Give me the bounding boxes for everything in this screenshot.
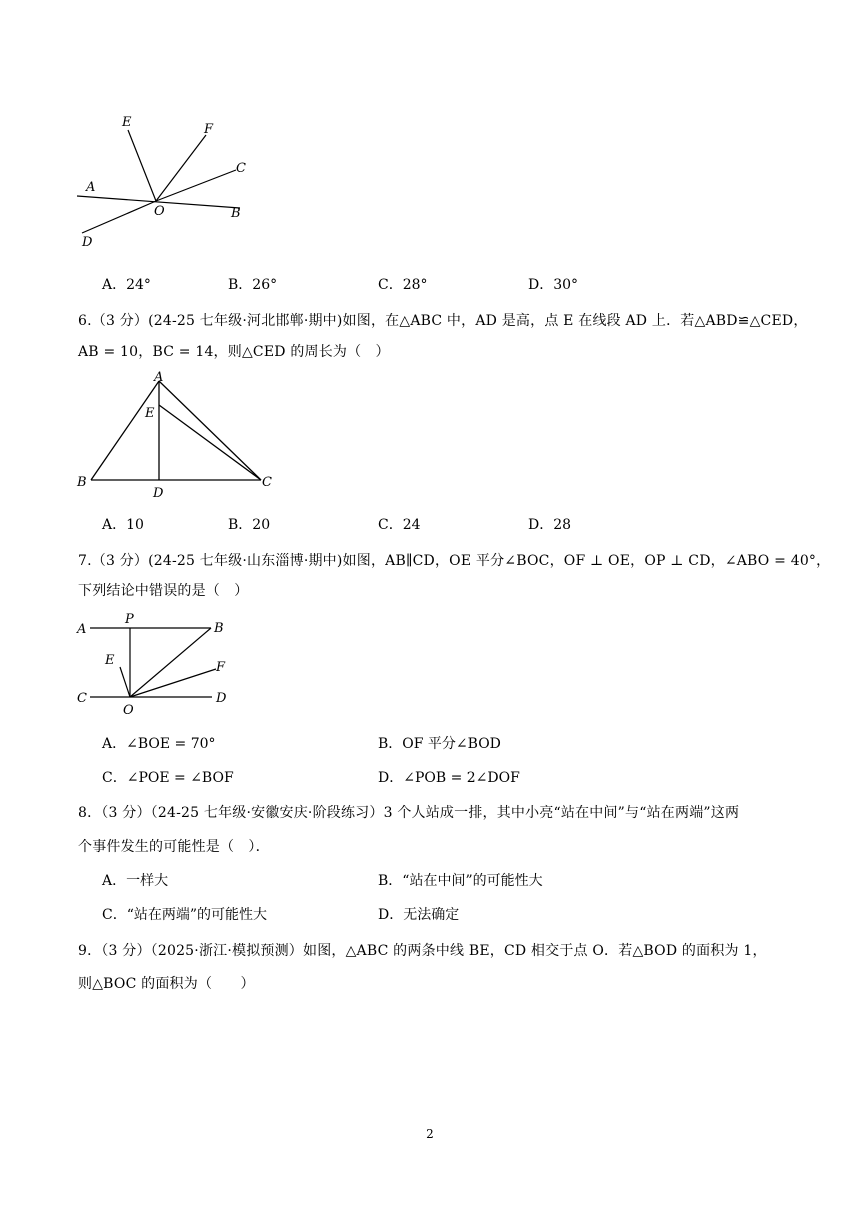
q7-option-b: B．OF 平分∠BOD bbox=[378, 736, 501, 752]
q8-option-c: C．“站在两端”的可能性大 bbox=[102, 907, 268, 923]
q6-option-a: A．10 bbox=[102, 517, 144, 533]
label-A: A bbox=[77, 622, 87, 637]
triangle-figure-q6 bbox=[74, 366, 284, 500]
q6-option-d: D．28 bbox=[528, 517, 572, 533]
q7-stem-line1: 7.（3 分）(24-25 七年级·山东淄博·期中)如图，AB∥CD，OE 平分∠BOC，OF ⊥ OE，OP ⊥ CD，∠ABO = 40°， bbox=[78, 553, 831, 569]
label-E: E bbox=[122, 115, 132, 130]
page-number: 2 bbox=[426, 1127, 434, 1141]
label-D: D bbox=[153, 486, 164, 500]
q6-stem-line2: AB = 10，BC = 14，则△CED 的周长为（ ） bbox=[78, 344, 390, 360]
angle-figure-q5 bbox=[70, 108, 255, 250]
label-D: D bbox=[82, 235, 93, 250]
q5-option-d: D．30° bbox=[528, 277, 579, 293]
label-C: C bbox=[77, 691, 87, 706]
label-C: C bbox=[262, 475, 272, 490]
label-F: F bbox=[204, 122, 214, 137]
label-B: B bbox=[77, 475, 87, 490]
label-O: O bbox=[154, 204, 165, 219]
q6-option-c: C．24 bbox=[378, 517, 421, 533]
q7-option-c: C．∠POE = ∠BOF bbox=[102, 770, 234, 786]
label-D: D bbox=[216, 691, 227, 706]
q9-stem-line2: 则△BOC 的面积为（ ） bbox=[78, 976, 255, 992]
q8-stem-line1: 8．（3 分）（24-25 七年级·安徽安庆·阶段练习）3 个人站成一排，其中小亮“站在中间”与“站在两端”这两 bbox=[78, 805, 740, 821]
parallel-lines-figure-q7 bbox=[74, 608, 244, 720]
label-P: P bbox=[125, 612, 134, 627]
q7-option-a: A．∠BOE = 70° bbox=[102, 736, 216, 752]
label-A: A bbox=[154, 370, 164, 385]
q7-stem-line2: 下列结论中错误的是（ ） bbox=[78, 583, 249, 599]
q5-option-b: B．26° bbox=[228, 277, 278, 293]
label-O: O bbox=[123, 703, 134, 718]
label-A: A bbox=[86, 180, 96, 195]
label-E: E bbox=[145, 406, 155, 421]
label-B: B bbox=[231, 206, 241, 221]
q5-option-c: C．28° bbox=[378, 277, 428, 293]
label-C: C bbox=[236, 161, 246, 176]
q8-option-b: B．“站在中间”的可能性大 bbox=[378, 873, 543, 889]
q5-option-a: A．24° bbox=[102, 277, 151, 293]
q8-option-d: D．无法确定 bbox=[378, 907, 460, 923]
q8-stem-line2: 个事件发生的可能性是（ ）． bbox=[78, 839, 270, 855]
q9-stem-line1: 9．（3 分）（2025·浙江·模拟预测）如图，△ABC 的两条中线 BE，CD 相交于点 O．若△BOD 的面积为 1， bbox=[78, 943, 767, 959]
label-E: E bbox=[105, 653, 115, 668]
q8-option-a: A．一样大 bbox=[102, 873, 169, 889]
q6-stem-line1: 6.（3 分）(24-25 七年级·河北邯郸·期中)如图，在△ABC 中，AD 是高，点 E 在线段 AD 上．若△ABD≌△CED， bbox=[78, 313, 808, 329]
label-B: B bbox=[214, 621, 224, 636]
label-F: F bbox=[216, 660, 226, 675]
q6-option-b: B．20 bbox=[228, 517, 271, 533]
q7-option-d: D．∠POB = 2∠DOF bbox=[378, 770, 520, 786]
